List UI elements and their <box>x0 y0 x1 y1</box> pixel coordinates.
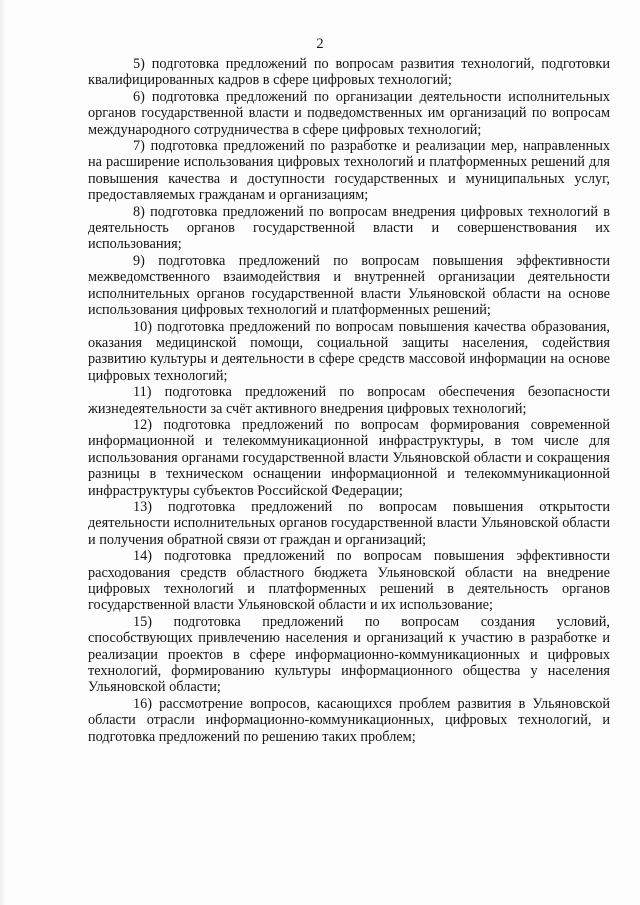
list-item-15: 15) подготовка предложений по вопросам создания условий, способствующих привлечению населения и организаций к участию в разработке и реализации проектов в сфере информационно-коммуникационных и цифровых технологий, формированию культуры информационного общества у населения Ульяновской области; <box>88 613 610 696</box>
scan-shadow-edge <box>0 0 6 905</box>
page-number: 2 <box>316 36 324 52</box>
list-item-9: 9) подготовка предложений по вопросам повышения эффективности межведомственного взаимодействия и внутренней организации деятельности исполнительных органов государственной власти Ульяновской области на основе использования цифровых технологий и платформенных решений; <box>88 252 610 319</box>
list-item-14: 14) подготовка предложений по вопросам повышения эффективности расходования средств областного бюджета Ульяновской области на внедрение цифровых технологий и платформенных решений в деятельность органов государственной власти Ульяновской области и их использование; <box>88 548 610 614</box>
document-body <box>88 56 610 745</box>
list-item-10: 10) подготовка предложений по вопросам повышения качества образования, оказания медицинской помощи, социальной защиты населения, содействия развитию культуры и деятельности в сфере средств массовой информации на основе цифровых технологий; <box>88 318 610 384</box>
list-item-12: 12) подготовка предложений по вопросам формирования современной информационной и телекоммуникационной инфраструктуры, в том числе для использования органами государственной власти Ульяновской области и сокращения разницы в техническом оснащении информационной и телекоммуникационной инфраструктуры субъектов Российской Федерации; <box>88 416 610 499</box>
list-item-8: 8) подготовка предложений по вопросам внедрения цифровых технологий в деятельность органов государственной власти и совершенствования их использования; <box>88 203 610 253</box>
list-item-5: 5) подготовка предложений по вопросам развития технологий, подготовки квалифицированных кадров в сфере цифровых технологий; <box>88 56 610 89</box>
list-item-11: 11) подготовка предложений по вопросам обеспечения безопасности жизнедеятельности за счёт активного внедрения цифровых технологий; <box>88 384 610 417</box>
list-item-6: 6) подготовка предложений по организации деятельности исполнительных органов государственной власти и подведомственных им организаций по вопросам международного сотрудничества в сфере цифровых технологий; <box>88 88 610 138</box>
list-item-13: 13) подготовка предложений по вопросам повышения открытости деятельности исполнительных органов государственной власти Ульяновской области и получения обратной связи от граждан и организаций; <box>88 498 610 548</box>
list-item-7: 7) подготовка предложений по разработке и реализации мер, направленных на расширение использования цифровых технологий и платформенных решений для повышения качества и доступности государственных и муниципальных услуг, предоставляемых гражданам и организациям; <box>88 138 610 204</box>
list-item-16: 16) рассмотрение вопросов, касающихся проблем развития в Ульяновской области отрасли информационно-коммуникационных, цифровых технологий, и подготовка предложений по решению таких проблем; <box>88 695 610 745</box>
